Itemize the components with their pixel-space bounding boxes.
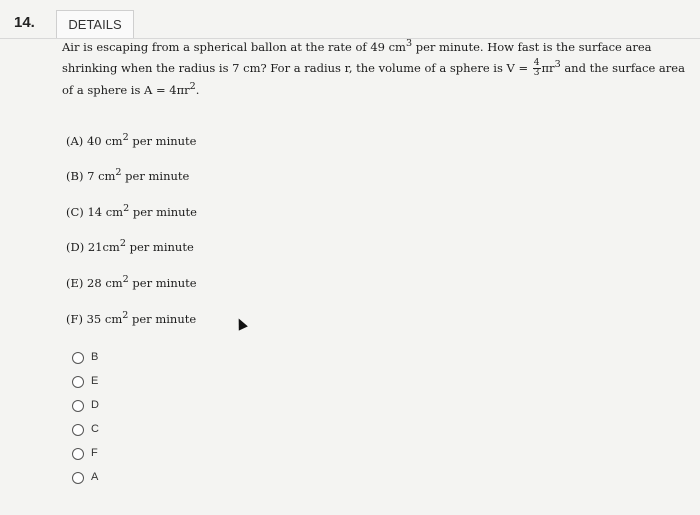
radio-unselected-icon[interactable] bbox=[72, 376, 84, 388]
fraction-denominator: 3 bbox=[533, 68, 540, 79]
question-number: 14. bbox=[14, 14, 35, 31]
option-e: (E) 28 $cm^2$ per minute bbox=[66, 274, 197, 290]
question-text-part4: and the surface area of a sphere is A = 4πr bbox=[62, 60, 685, 97]
question-text-sup1: 3 bbox=[405, 38, 413, 49]
option-a: (A) 40 $cm^2$ per minute bbox=[66, 132, 197, 148]
question-text-sup3: 3 bbox=[554, 58, 561, 70]
answer-label: E bbox=[91, 375, 99, 387]
question-text-part3: πr bbox=[541, 60, 555, 75]
answer-label: C bbox=[91, 423, 99, 435]
mouse-pointer-icon bbox=[234, 316, 248, 330]
answer-label: B bbox=[91, 351, 99, 363]
option-d: (D) $21cm^2$ per minute bbox=[66, 238, 194, 254]
radio-unselected-icon[interactable] bbox=[72, 400, 84, 412]
question-text bbox=[62, 35, 698, 99]
radio-unselected-icon[interactable] bbox=[72, 352, 84, 364]
answer-label: D bbox=[91, 399, 99, 411]
question-text-part5: . bbox=[195, 82, 200, 97]
fraction-numerator: 4 bbox=[533, 58, 540, 69]
question-text-sup4: 2 bbox=[189, 81, 196, 93]
radio-unselected-icon[interactable] bbox=[72, 424, 84, 436]
question-text-part1: Air is escaping from a spherical ballon at the rate of 49 cm bbox=[62, 39, 406, 54]
option-f: (F) 35 $cm^2$ per minute bbox=[66, 310, 197, 326]
radio-unselected-icon[interactable] bbox=[72, 472, 84, 484]
option-c: (C) 14 $cm^2$ per minute bbox=[66, 203, 197, 219]
answer-label: A bbox=[91, 471, 99, 483]
question-text-part2: per minute. How fast is the surface area shrinking when the radius is 7 cm? For a radius r, the volume of a sphere is V = bbox=[62, 39, 652, 75]
radio-unselected-icon[interactable] bbox=[72, 448, 84, 460]
answer-label: F bbox=[91, 447, 98, 459]
volume-fraction bbox=[533, 59, 541, 78]
option-b: (B) 7 $cm^2$ per minute bbox=[66, 167, 190, 183]
details-tab[interactable]: DETAILS bbox=[56, 10, 134, 39]
